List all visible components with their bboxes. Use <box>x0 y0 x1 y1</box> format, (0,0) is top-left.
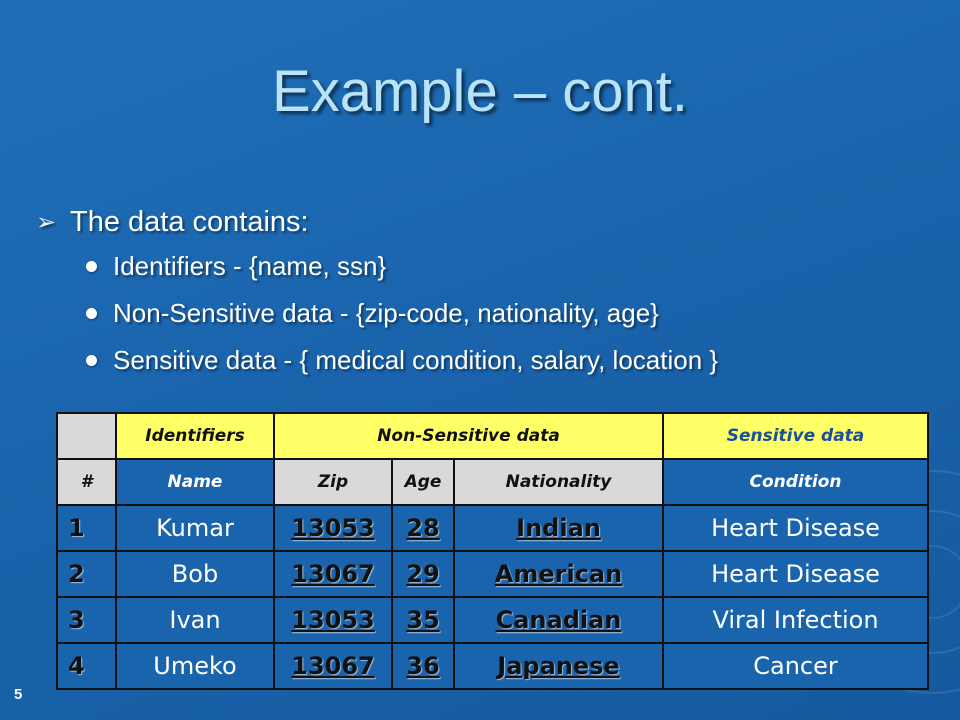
row-index-cell: 4 <box>57 643 116 689</box>
table-row <box>57 643 928 689</box>
sub-bullet <box>86 345 718 376</box>
group-header-sensitive: Sensitive data <box>663 413 928 459</box>
sub-bullet-text: Non-Sensitive data - {zip-code, nationality, age} <box>113 298 659 328</box>
nationality-cell: Indian <box>454 505 663 551</box>
row-index-cell: 3 <box>57 597 116 643</box>
page-number: 5 <box>14 686 23 703</box>
group-header-identifiers: Identifiers <box>116 413 274 459</box>
nationality-cell: Canadian <box>454 597 663 643</box>
condition-cell: Viral Infection <box>663 597 928 643</box>
column-header-zip: Zip <box>274 459 392 505</box>
column-header-index: # <box>57 459 116 505</box>
zip-cell: 13067 <box>274 551 392 597</box>
main-bullet-text: The data contains: <box>70 206 309 238</box>
row-index-cell: 2 <box>57 551 116 597</box>
zip-cell: 13053 <box>274 505 392 551</box>
row-index-cell: 1 <box>57 505 116 551</box>
column-header-name: Name <box>116 459 274 505</box>
sub-bullet-text: Sensitive data - { medical condition, salary, location } <box>113 345 719 375</box>
nationality-cell: Japanese <box>454 643 663 689</box>
column-header-age: Age <box>392 459 454 505</box>
condition-cell: Heart Disease <box>663 505 928 551</box>
arrow-bullet-icon: ➢ <box>36 209 57 236</box>
column-header-nationality: Nationality <box>454 459 663 505</box>
name-cell: Kumar <box>116 505 274 551</box>
table-row <box>57 505 928 551</box>
zip-cell: 13067 <box>274 643 392 689</box>
sub-bullet-text: Identifiers - {name, ssn} <box>113 251 387 281</box>
column-header-row <box>57 459 928 505</box>
age-cell: 35 <box>392 597 454 643</box>
age-cell: 29 <box>392 551 454 597</box>
column-header-condition: Condition <box>663 459 928 505</box>
sub-bullet <box>86 298 718 329</box>
dot-bullet-icon <box>86 355 97 366</box>
main-bullet <box>36 206 718 239</box>
table-row <box>57 551 928 597</box>
name-cell: Umeko <box>116 643 274 689</box>
name-cell: Ivan <box>116 597 274 643</box>
nationality-cell: American <box>454 551 663 597</box>
name-cell: Bob <box>116 551 274 597</box>
corner-cell <box>57 413 116 459</box>
sub-bullet <box>86 251 718 282</box>
condition-cell: Heart Disease <box>663 551 928 597</box>
dot-bullet-icon <box>86 261 97 272</box>
data-table <box>56 412 929 690</box>
dot-bullet-icon <box>86 308 97 319</box>
slide-title: Example – cont. <box>272 59 688 124</box>
group-header-non-sensitive: Non-Sensitive data <box>274 413 663 459</box>
condition-cell: Cancer <box>663 643 928 689</box>
age-cell: 28 <box>392 505 454 551</box>
zip-cell: 13053 <box>274 597 392 643</box>
table-row <box>57 597 928 643</box>
bullet-list <box>36 206 718 392</box>
group-header-row <box>57 413 928 459</box>
age-cell: 36 <box>392 643 454 689</box>
